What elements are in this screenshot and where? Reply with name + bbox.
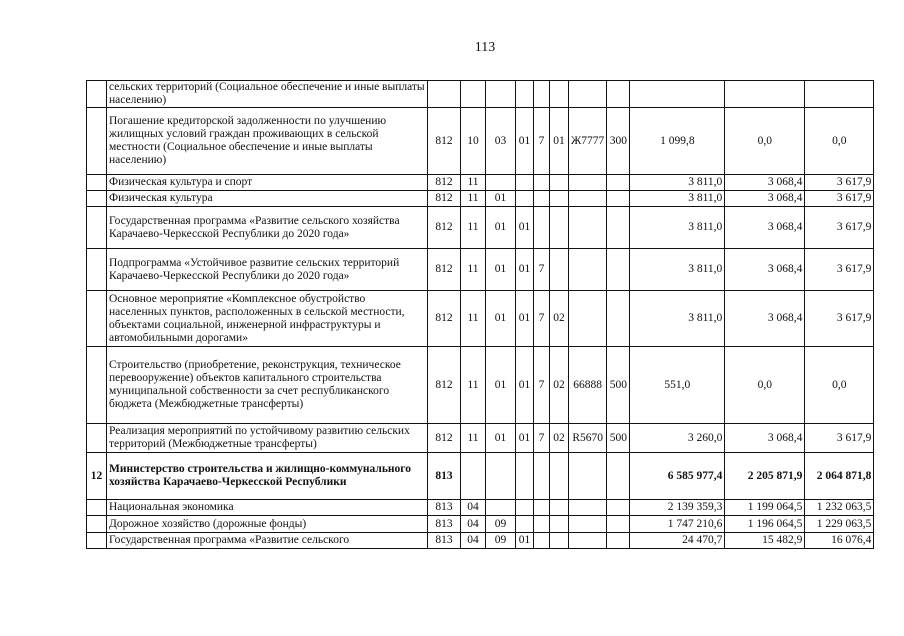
- section-code: 11: [461, 191, 486, 207]
- table-row: [87, 424, 874, 453]
- section-code: 04: [461, 516, 486, 533]
- row-number: [87, 291, 107, 347]
- amount-year-2: 0,0: [725, 108, 805, 175]
- subsection-code: 01: [486, 347, 516, 424]
- page-number: 113: [474, 40, 496, 55]
- expense-type-code: [607, 175, 630, 191]
- row-name: Основное мероприятие «Комплексное обустройство населенных пунктов, расположенных в сельской местности, объектами социальной, инженерной инфраструктуры и автомобильными дорогами»: [107, 291, 428, 347]
- expense-type-code: [607, 453, 630, 500]
- subsection-code: 01: [486, 207, 516, 249]
- row-name: Государственная программа «Развитие сельского хозяйства Карачаево-Черкесской Республики до 2020 года»: [107, 207, 428, 249]
- amount-year-3: 1 229 063,5: [805, 516, 874, 533]
- direction-code: [569, 533, 607, 549]
- amount-year-3: 16 076,4: [805, 533, 874, 549]
- amount-year-3: 3 617,9: [805, 291, 874, 347]
- table-row: [87, 516, 874, 533]
- expense-type-code: [607, 207, 630, 249]
- ved-code: 812: [428, 191, 461, 207]
- expense-type-code: [607, 533, 630, 549]
- amount-year-3: 3 617,9: [805, 424, 874, 453]
- direction-code: [569, 249, 607, 291]
- section-code: 11: [461, 175, 486, 191]
- direction-code: Ж7777: [569, 108, 607, 175]
- direction-code: R5670: [569, 424, 607, 453]
- table-row: [87, 453, 874, 500]
- amount-year-3: [805, 81, 874, 108]
- amount-year-2: 0,0: [725, 347, 805, 424]
- ved-code: 812: [428, 291, 461, 347]
- row-name: Дорожное хозяйство (дорожные фонды): [107, 516, 428, 533]
- direction-code: [569, 291, 607, 347]
- activity-code: [550, 500, 569, 516]
- row-name: сельских территорий (Социальное обеспечение и иные выплаты населению): [107, 81, 428, 108]
- ved-code: 812: [428, 108, 461, 175]
- amount-year-3: 1 232 063,5: [805, 500, 874, 516]
- amount-year-2: 3 068,4: [725, 249, 805, 291]
- activity-code: [550, 516, 569, 533]
- row-number: [87, 347, 107, 424]
- row-number: [87, 533, 107, 549]
- subprogram-code: 7: [534, 249, 550, 291]
- program-code: [516, 191, 534, 207]
- subsection-code: [486, 175, 516, 191]
- expense-type-code: [607, 500, 630, 516]
- amount-year-1: 1 099,8: [630, 108, 725, 175]
- section-code: 10: [461, 108, 486, 175]
- program-code: 01: [516, 347, 534, 424]
- amount-year-1: 2 139 359,3: [630, 500, 725, 516]
- activity-code: 02: [550, 424, 569, 453]
- subprogram-code: 7: [534, 424, 550, 453]
- subsection-code: 01: [486, 291, 516, 347]
- amount-year-3: 3 617,9: [805, 191, 874, 207]
- amount-year-2: 2 205 871,9: [725, 453, 805, 500]
- subsection-code: [486, 453, 516, 500]
- activity-code: [550, 175, 569, 191]
- amount-year-3: 0,0: [805, 108, 874, 175]
- amount-year-1: 24 470,7: [630, 533, 725, 549]
- ved-code: 813: [428, 516, 461, 533]
- subsection-code: 09: [486, 516, 516, 533]
- activity-code: [550, 207, 569, 249]
- subprogram-code: [534, 516, 550, 533]
- ved-code: 812: [428, 207, 461, 249]
- section-code: 04: [461, 500, 486, 516]
- expense-type-code: [607, 249, 630, 291]
- amount-year-1: 3 811,0: [630, 175, 725, 191]
- section-code: 11: [461, 207, 486, 249]
- program-code: 01: [516, 533, 534, 549]
- amount-year-2: 3 068,4: [725, 191, 805, 207]
- expense-type-code: [607, 291, 630, 347]
- ved-code: 813: [428, 533, 461, 549]
- table-row: [87, 108, 874, 175]
- section-code: 11: [461, 291, 486, 347]
- ved-code: 813: [428, 500, 461, 516]
- row-number: [87, 81, 107, 108]
- row-name: Национальная экономика: [107, 500, 428, 516]
- expense-type-code: 300: [607, 108, 630, 175]
- row-name: Погашение кредиторской задолженности по улучшению жилищных условий граждан проживающих в сельской местности (Социальное обеспечение и иные выплаты населению): [107, 108, 428, 175]
- section-code: [461, 453, 486, 500]
- row-number: [87, 207, 107, 249]
- direction-code: 66888: [569, 347, 607, 424]
- table-row: [87, 81, 874, 108]
- table-row: [87, 175, 874, 191]
- table-row: [87, 533, 874, 549]
- ved-code: [428, 81, 461, 108]
- row-name: Министерство строительства и жилищно-коммунального хозяйства Карачаево-Черкесской Республики: [107, 453, 428, 500]
- ved-code: 813: [428, 453, 461, 500]
- activity-code: [550, 453, 569, 500]
- row-name: Физическая культура: [107, 191, 428, 207]
- section-code: 11: [461, 347, 486, 424]
- section-code: 11: [461, 424, 486, 453]
- row-name: Подпрограмма «Устойчивое развитие сельских территорий Карачаево-Черкесской Республики до 2020 года»: [107, 249, 428, 291]
- activity-code: [550, 191, 569, 207]
- ved-code: 812: [428, 175, 461, 191]
- budget-table: [86, 80, 874, 549]
- row-number: [87, 191, 107, 207]
- program-code: 01: [516, 207, 534, 249]
- program-code: 01: [516, 424, 534, 453]
- section-code: 11: [461, 249, 486, 291]
- amount-year-3: 3 617,9: [805, 249, 874, 291]
- activity-code: [550, 533, 569, 549]
- subprogram-code: [534, 500, 550, 516]
- subsection-code: 01: [486, 424, 516, 453]
- program-code: [516, 81, 534, 108]
- amount-year-2: [725, 81, 805, 108]
- direction-code: [569, 175, 607, 191]
- program-code: [516, 516, 534, 533]
- row-number: 12: [87, 453, 107, 500]
- section-code: 04: [461, 533, 486, 549]
- table-row: [87, 249, 874, 291]
- activity-code: [550, 249, 569, 291]
- amount-year-1: 3 811,0: [630, 291, 725, 347]
- activity-code: 02: [550, 291, 569, 347]
- subsection-code: [486, 500, 516, 516]
- amount-year-2: 1 199 064,5: [725, 500, 805, 516]
- subprogram-code: [534, 191, 550, 207]
- expense-type-code: 500: [607, 347, 630, 424]
- subprogram-code: 7: [534, 347, 550, 424]
- amount-year-1: 3 811,0: [630, 191, 725, 207]
- amount-year-2: 3 068,4: [725, 424, 805, 453]
- expense-type-code: [607, 191, 630, 207]
- direction-code: [569, 191, 607, 207]
- subprogram-code: [534, 533, 550, 549]
- activity-code: 01: [550, 108, 569, 175]
- row-number: [87, 175, 107, 191]
- row-name: Строительство (приобретение, реконструкция, техническое перевооружение) объектов капитального строительства муниципальной собственности за счет республиканского бюджета (Межбюджетные трансферты): [107, 347, 428, 424]
- subprogram-code: [534, 453, 550, 500]
- section-code: [461, 81, 486, 108]
- amount-year-1: 3 811,0: [630, 207, 725, 249]
- amount-year-1: [630, 81, 725, 108]
- direction-code: [569, 500, 607, 516]
- expense-type-code: [607, 516, 630, 533]
- direction-code: [569, 207, 607, 249]
- row-name: Физическая культура и спорт: [107, 175, 428, 191]
- table-row: [87, 191, 874, 207]
- activity-code: [550, 81, 569, 108]
- ved-code: 812: [428, 249, 461, 291]
- direction-code: [569, 516, 607, 533]
- subsection-code: 03: [486, 108, 516, 175]
- amount-year-3: 3 617,9: [805, 207, 874, 249]
- subprogram-code: 7: [534, 291, 550, 347]
- row-number: [87, 249, 107, 291]
- ved-code: 812: [428, 424, 461, 453]
- amount-year-2: 3 068,4: [725, 207, 805, 249]
- subprogram-code: [534, 175, 550, 191]
- amount-year-3: 2 064 871,8: [805, 453, 874, 500]
- program-code: 01: [516, 249, 534, 291]
- table-row: [87, 347, 874, 424]
- program-code: 01: [516, 108, 534, 175]
- amount-year-1: 6 585 977,4: [630, 453, 725, 500]
- amount-year-1: 1 747 210,6: [630, 516, 725, 533]
- table-row: [87, 500, 874, 516]
- table-row: [87, 207, 874, 249]
- direction-code: [569, 453, 607, 500]
- amount-year-1: 3 260,0: [630, 424, 725, 453]
- direction-code: [569, 81, 607, 108]
- subprogram-code: [534, 81, 550, 108]
- amount-year-1: 3 811,0: [630, 249, 725, 291]
- amount-year-3: 0,0: [805, 347, 874, 424]
- row-number: [87, 424, 107, 453]
- program-code: [516, 175, 534, 191]
- subsection-code: 01: [486, 191, 516, 207]
- amount-year-3: 3 617,9: [805, 175, 874, 191]
- amount-year-2: 1 196 064,5: [725, 516, 805, 533]
- program-code: [516, 453, 534, 500]
- ved-code: 812: [428, 347, 461, 424]
- subprogram-code: 7: [534, 108, 550, 175]
- row-number: [87, 108, 107, 175]
- subsection-code: [486, 81, 516, 108]
- row-name: Государственная программа «Развитие сельского: [107, 533, 428, 549]
- program-code: 01: [516, 291, 534, 347]
- amount-year-2: 15 482,9: [725, 533, 805, 549]
- subsection-code: 09: [486, 533, 516, 549]
- program-code: [516, 500, 534, 516]
- amount-year-2: 3 068,4: [725, 291, 805, 347]
- expense-type-code: 500: [607, 424, 630, 453]
- row-number: [87, 500, 107, 516]
- subsection-code: 01: [486, 249, 516, 291]
- subprogram-code: [534, 207, 550, 249]
- row-name: Реализация мероприятий по устойчивому развитию сельских территорий (Межбюджетные трансферты): [107, 424, 428, 453]
- table-row: [87, 291, 874, 347]
- expense-type-code: [607, 81, 630, 108]
- amount-year-2: 3 068,4: [725, 175, 805, 191]
- amount-year-1: 551,0: [630, 347, 725, 424]
- row-number: [87, 516, 107, 533]
- activity-code: 02: [550, 347, 569, 424]
